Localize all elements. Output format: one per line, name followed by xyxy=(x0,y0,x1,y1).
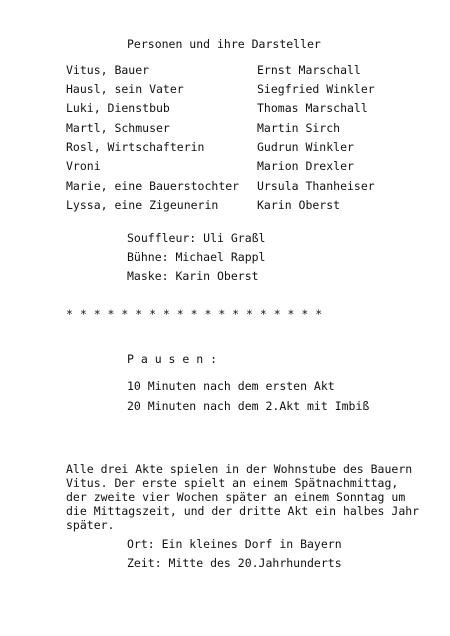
cast-role: Marie, eine Bauerstochter xyxy=(66,179,240,193)
setting-line: der zweite vier Wochen später an einem Sonntag um xyxy=(66,490,406,504)
setting-line: später. xyxy=(66,518,115,532)
cast-role: Rosl, Wirtschafterin xyxy=(66,140,205,154)
pausen-item: 10 Minuten nach dem ersten Akt xyxy=(127,379,335,393)
crew-maske: Maske: Karin Oberst xyxy=(127,269,259,283)
setting-ort: Ort: Ein kleines Dorf in Bayern xyxy=(127,537,342,551)
cast-role: Hausl, sein Vater xyxy=(66,82,184,96)
cast-role: Vitus, Bauer xyxy=(66,63,150,77)
cast-role: Lyssa, eine Zigeunerin xyxy=(66,198,219,212)
pausen-item: 20 Minuten nach dem 2.Akt mit Imbiß xyxy=(127,399,370,413)
cast-actor: Martin Sirch xyxy=(257,121,341,135)
setting-line: Alle drei Akte spielen in der Wohnstube des Bauern xyxy=(66,462,413,476)
cast-actor: Thomas Marschall xyxy=(257,101,368,115)
cast-actor: Ernst Marschall xyxy=(257,63,361,77)
cast-actor: Ursula Thanheiser xyxy=(257,179,375,193)
crew-souffleur: Souffleur: Uli Graßl xyxy=(127,231,266,245)
cast-actor: Siegfried Winkler xyxy=(257,82,375,96)
cast-actor: Marion Drexler xyxy=(257,159,354,173)
crew-buehne: Bühne: Michael Rappl xyxy=(127,250,266,264)
cast-role: Luki, Dienstbub xyxy=(66,101,170,115)
pausen-title: P a u s e n : xyxy=(127,352,218,366)
star-separator: * * * * * * * * * * * * * * * * * * * xyxy=(66,307,323,321)
cast-heading: Personen und ihre Darsteller xyxy=(127,37,321,51)
cast-role: Vroni xyxy=(66,159,101,173)
cast-actor: Karin Oberst xyxy=(257,198,341,212)
cast-actor: Gudrun Winkler xyxy=(257,140,354,154)
setting-line: die Mittagszeit, und der dritte Akt ein halbes Jahr xyxy=(66,504,420,518)
setting-line: Vitus. Der erste spielt an einem Spätnachmittag, xyxy=(66,476,399,490)
setting-zeit: Zeit: Mitte des 20.Jahrhunderts xyxy=(127,556,342,570)
cast-role: Martl, Schmuser xyxy=(66,121,170,135)
